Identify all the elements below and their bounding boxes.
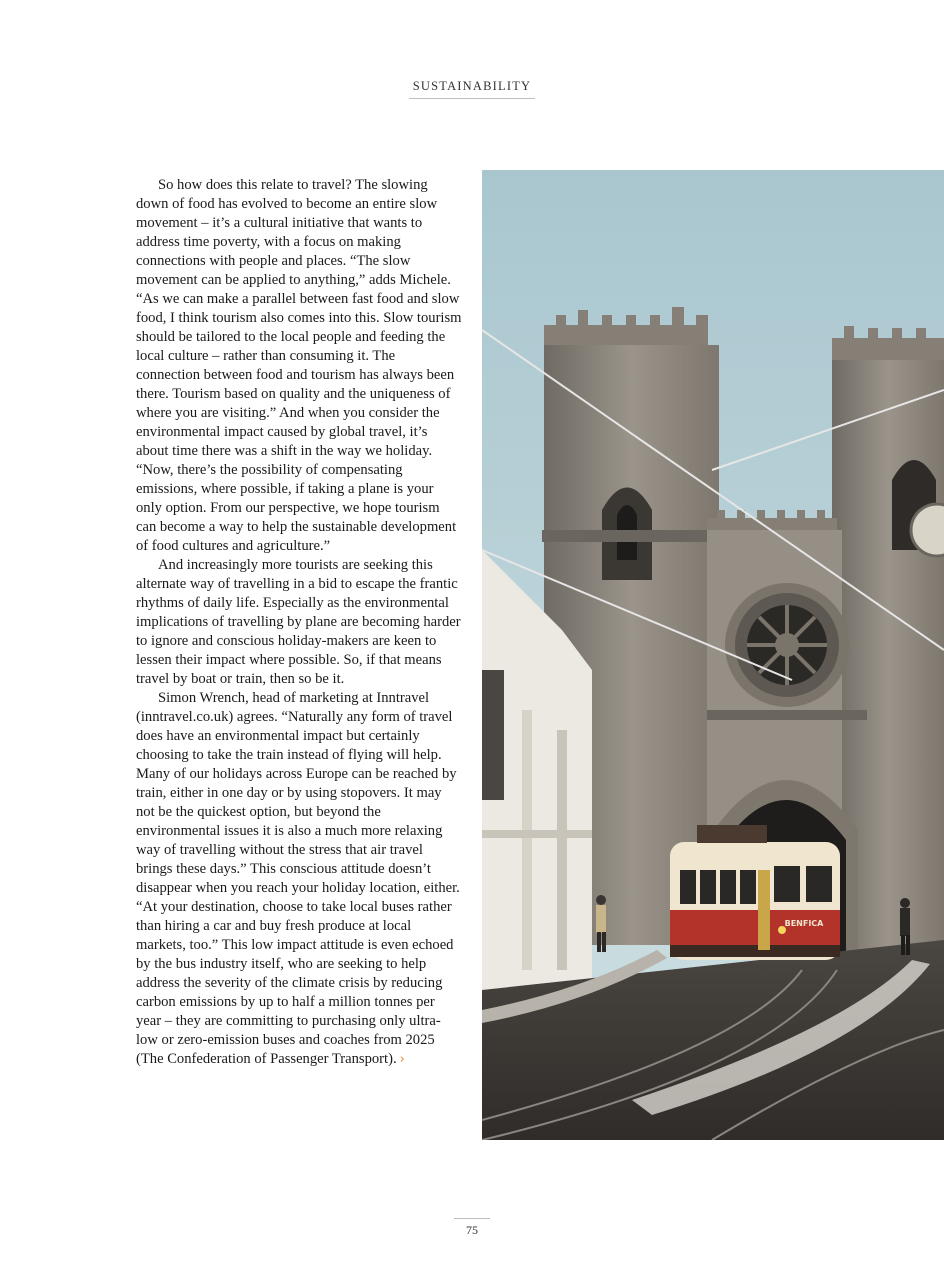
cathedral-tram-photo [482, 170, 944, 1140]
article-paragraph-3-text: Simon Wrench, head of marketing at Inntravel (inntravel.co.uk) agrees. “Naturally any form of travel does have an environmental impact but certainly choosing to take the train instead of flying will help. Many of our holidays across Europe can be reached by train, either in one day or by using stopovers. It may not be the quickest option, but beyond the environmental issues it is also a much more relaxing way of travelling without the stress that air travel brings these days.” This conscious attitude doesn’t disappear when you reach your holiday location, either. “At your destination, choose to take local buses rather than hiring a car and buy fresh produce at local markets, too.” This low impact attitude is even echoed by the bus industry itself, who are seeking to help address the severity of the climate crisis by reducing carbon emissions by up to half a million tonnes per year – they are committing to purchasing only ultra-low or zero-emission buses and coaches from 2025 (The Confederation of Passenger Transport). [136, 690, 460, 1067]
article-body [136, 176, 462, 1069]
page-number [0, 1218, 944, 1239]
article-paragraph-3 [136, 689, 462, 1069]
photo-illustration [482, 170, 944, 1140]
tram-sign: BENFICA [784, 919, 824, 928]
section-label: SUSTAINABILITY [409, 79, 536, 99]
article-paragraph-2: And increasingly more tourists are seeking this alternate way of travelling in a bid to escape the frantic rhythms of daily life. Especially as the environmental implications of travelling by plane are becoming harder to ignore and conscious holiday-makers are keen to lessen their impact where possible. So, if that means travel by boat or train, then so be it. [136, 557, 461, 687]
end-of-article-icon: › [399, 1052, 405, 1067]
section-header [0, 77, 944, 99]
yellow-tram [670, 825, 840, 960]
article-paragraph-1: So how does this relate to travel? The slowing down of food has evolved to become an entire slow movement – it’s a cultural initiative that wants to address time poverty, with a focus on making connections with people and places. “The slow movement can be applied to anything,” adds Michele. “As we can make a parallel between fast food and slow food, I think tourism also comes into this. Slow tourism should be tailored to the local people and feeding the local culture – rather than consuming it. The connection between food and tourism has always been there. Tourism based on quality and the uniqueness of where you are visiting.” And when you consider the environmental impact caused by global travel, it’s about time there was a shift in the way we holiday. “Now, there’s the possibility of compensating emissions, where possible, if taking a plane is your only option. From our perspective, we hope tourism can become a way to help the sustainable development of food cultures and agriculture.” [136, 177, 462, 554]
page-number-text: 75 [454, 1218, 490, 1238]
